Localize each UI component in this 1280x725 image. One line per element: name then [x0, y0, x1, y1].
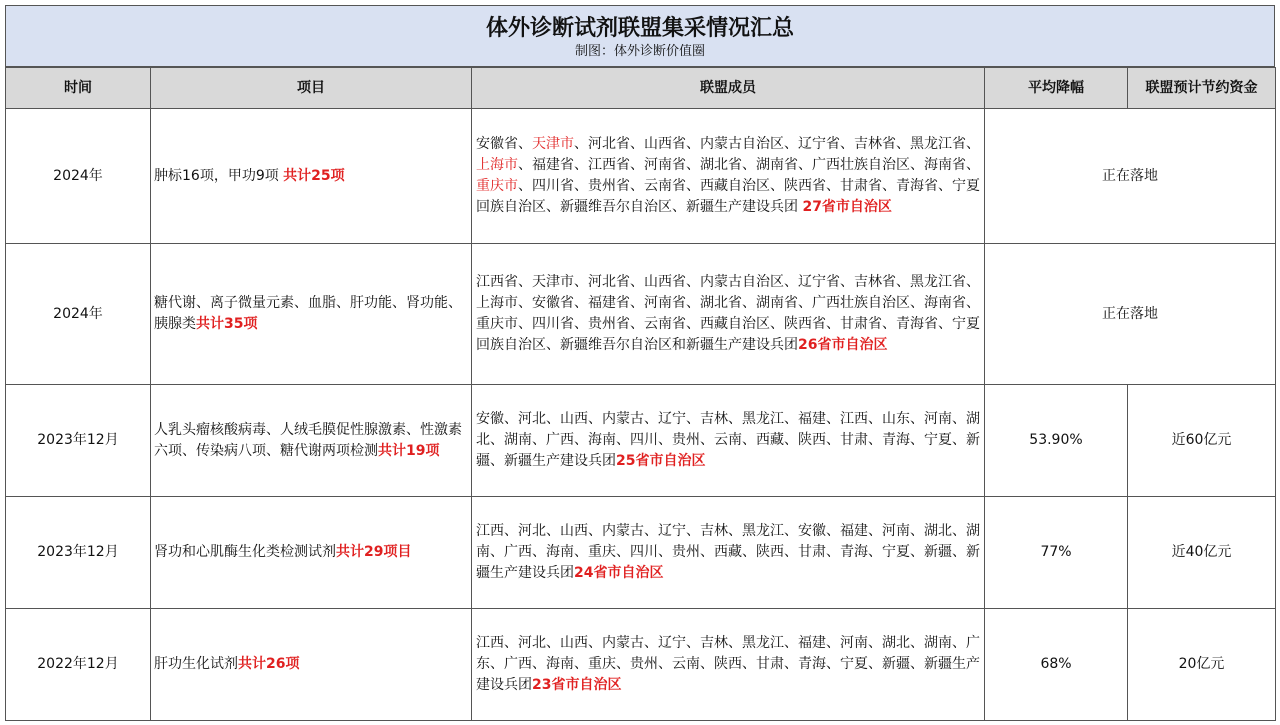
row-members: [472, 497, 985, 609]
header-members: 联盟成员: [472, 68, 985, 109]
item-total: 共计25项: [283, 167, 345, 184]
header-item: 项目: [151, 68, 472, 109]
members-text: 安徽、河北、山西、内蒙古、辽宁、吉林、黑龙江、福建、江西、山东、河南、湖北、湖南、广西、海南、四川、贵州、云南、西藏、陕西、甘肃、青海、宁夏、新疆、新疆生产建设兵团: [476, 411, 980, 469]
summary-table: [5, 67, 1276, 721]
members-text: 安徽省、: [476, 136, 532, 152]
members-total: 26省市自治区: [798, 337, 888, 353]
members-highlight: 重庆市: [476, 178, 518, 194]
item-text: 糖代谢、离子微量元素、血脂、肝功能、肾功能、胰腺类: [154, 295, 462, 332]
row-item: [151, 497, 472, 609]
members-text: 江西省、天津市、河北省、山西省、内蒙古自治区、辽宁省、吉林省、黑龙江省、上海市、安徽省、福建省、河南省、湖北省、湖南省、广西壮族自治区、海南省、重庆市、四川省、贵州省、云南省、西藏自治区、陕西省、甘肃省、青海省、宁夏回族自治区、新疆维吾尔自治区和新疆生产建设兵团: [476, 274, 980, 353]
members-highlight: 天津市: [532, 136, 574, 152]
item-text: 肿标16项，甲功9项: [154, 167, 284, 184]
header-time: 时间: [6, 68, 151, 109]
table-row: [6, 109, 1276, 244]
members-highlight: 上海市: [476, 157, 518, 173]
row-time: 2024年: [6, 109, 151, 244]
header-savings: 联盟预计节约资金: [1128, 68, 1276, 109]
header-row: [6, 68, 1276, 109]
row-item: [151, 385, 472, 497]
row-members: [472, 609, 985, 721]
members-text: 、河北省、山西省、内蒙古自治区、辽宁省、吉林省、黑龙江省、: [574, 136, 980, 152]
table-row: [6, 244, 1276, 385]
row-item: [151, 244, 472, 385]
item-total: 共计29项目: [336, 544, 412, 560]
members-total: 23省市自治区: [532, 677, 622, 693]
table-row: [6, 385, 1276, 497]
table-row: [6, 609, 1276, 721]
item-text: 肝功生化试剂: [154, 656, 238, 672]
item-total: 共计19项: [378, 442, 440, 459]
members-text: 江西、河北、山西、内蒙古、辽宁、吉林、黑龙江、福建、河南、湖北、湖南、广东、广西、海南、重庆、贵州、云南、陕西、甘肃、青海、宁夏、新疆、新疆生产建设兵团: [476, 635, 980, 693]
row-savings: 20亿元: [1128, 609, 1276, 721]
members-total: 24省市自治区: [574, 565, 664, 581]
row-members: [472, 244, 985, 385]
page-subtitle: 制图：体外诊断价值圈: [574, 44, 705, 59]
row-status: 正在落地: [985, 109, 1276, 244]
item-total: 共计35项: [196, 316, 258, 332]
row-time: 2024年: [6, 244, 151, 385]
row-savings: 近40亿元: [1128, 497, 1276, 609]
members-total: 27省市自治区: [802, 199, 892, 215]
table-row: [6, 497, 1276, 609]
page-title: 体外诊断试剂联盟集采情况汇总: [485, 16, 794, 41]
row-item: [151, 109, 472, 244]
row-item: [151, 609, 472, 721]
header-avg-drop: 平均降幅: [985, 68, 1128, 109]
item-text: 肾功和心肌酶生化类检测试剂: [154, 544, 336, 560]
item-text: 人乳头瘤核酸病毒、人绒毛膜促性腺激素、性激素六项、传染病八项、糖代谢两项检测: [154, 421, 462, 459]
row-avg-drop: 77%: [985, 497, 1128, 609]
row-time: 2022年12月: [6, 609, 151, 721]
row-avg-drop: 68%: [985, 609, 1128, 721]
item-total: 共计26项: [238, 656, 300, 672]
row-members: [472, 385, 985, 497]
members-total: 25省市自治区: [616, 453, 706, 469]
members-text: 、四川省、贵州省、云南省、西藏自治区、陕西省、甘肃省、青海省、宁夏回族自治区、新疆维吾尔自治区、新疆生产建设兵团: [476, 178, 980, 215]
row-savings: 近60亿元: [1128, 385, 1276, 497]
row-time: 2023年12月: [6, 385, 151, 497]
row-time: 2023年12月: [6, 497, 151, 609]
row-avg-drop: 53.90%: [985, 385, 1128, 497]
summary-sheet: [5, 5, 1275, 721]
members-text: 、福建省、江西省、河南省、湖北省、湖南省、广西壮族自治区、海南省、: [518, 157, 980, 173]
members-text: 江西、河北、山西、内蒙古、辽宁、吉林、黑龙江、安徽、福建、河南、湖北、湖南、广西、海南、重庆、四川、贵州、西藏、陕西、甘肃、青海、宁夏、新疆、新疆生产建设兵团: [476, 523, 980, 581]
title-band: [5, 5, 1275, 67]
row-members: [472, 109, 985, 244]
row-status: 正在落地: [985, 244, 1276, 385]
